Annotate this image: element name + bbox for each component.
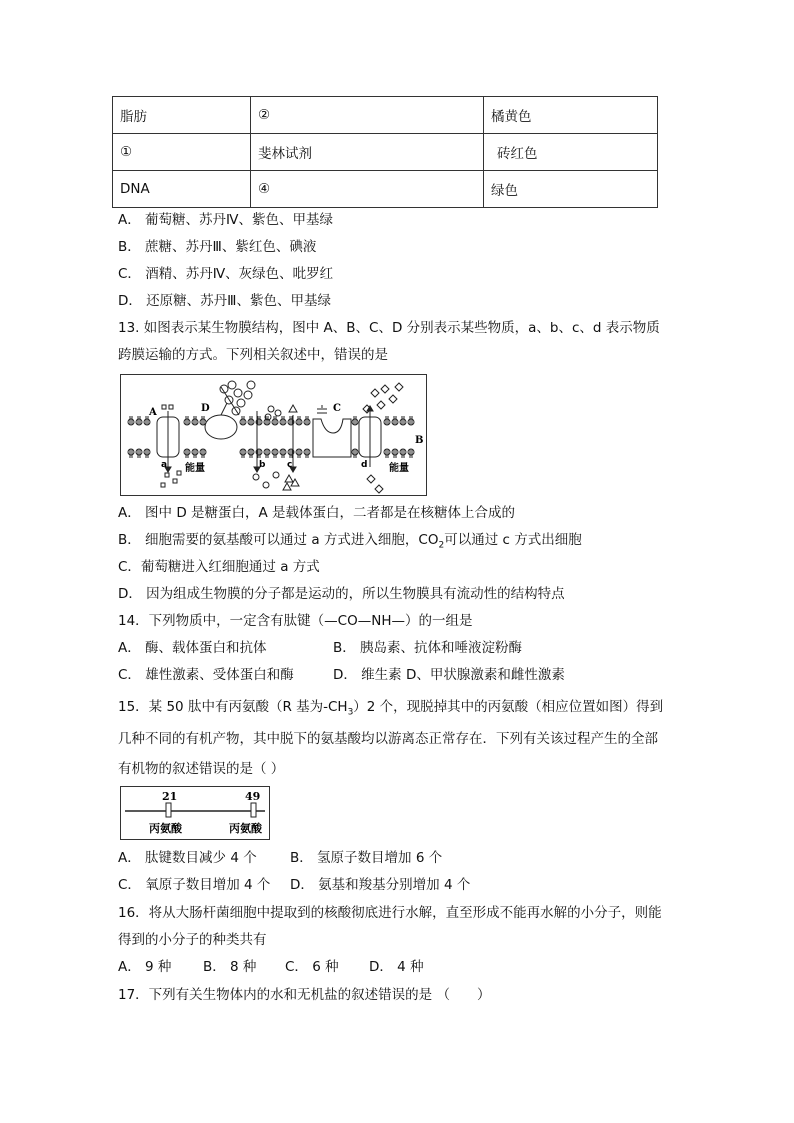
q15-option-a: A． 肽键数目减少 4 个 xyxy=(118,850,257,866)
table-cell: 斐林试剂 xyxy=(251,134,484,171)
table-cell: 橘黄色 xyxy=(484,97,658,134)
alanine-label-2: 丙氨酸 xyxy=(229,822,262,835)
label-C: C xyxy=(333,403,341,414)
q15-stem-line3: 有机物的叙述错误的是（ ） xyxy=(118,761,285,777)
label-energy-1: 能量 xyxy=(185,463,205,474)
label-b: b xyxy=(259,460,266,470)
sugar-chain xyxy=(220,381,255,415)
channel-protein-c xyxy=(313,419,351,457)
label-energy-2: 能量 xyxy=(389,463,409,474)
table-cell: DNA xyxy=(113,171,251,208)
label-D: D xyxy=(201,403,210,414)
label-B: B xyxy=(415,435,424,446)
q13-stem-line1: 13. 如图表示某生物膜结构，图中 A、B、C、D 分别表示某些物质，a、b、c、d 表示物质 xyxy=(118,320,660,336)
q17-stem: 17．下列有关生物体内的水和无机盐的叙述错误的是 （ ） xyxy=(118,987,491,1003)
q15-option-d: D． 氨基和羧基分别增加 4 个 xyxy=(290,877,471,893)
table-row xyxy=(113,171,658,208)
q12-option-d: D． 还原糖、苏丹Ⅲ、紫色、甲基绿 xyxy=(118,293,331,309)
table-cell: ④ xyxy=(251,171,484,208)
q16-option-d: D． 4 种 xyxy=(369,959,424,975)
q15-stem-line2: 几种不同的有机产物，其中脱下的氨基酸均以游离态正常存在．下列有关该过程产生的全部 xyxy=(118,731,658,747)
q16-option-b: B． 8 种 xyxy=(203,959,257,975)
q15-option-b: B． 氢原子数目增加 6 个 xyxy=(290,850,443,866)
label-A: A xyxy=(149,407,157,418)
q14-option-c: C． 雄性激素、受体蛋白和酶 xyxy=(118,667,294,683)
table-cell: 脂肪 xyxy=(113,97,251,134)
q16-stem-line2: 得到的小分子的种类共有 xyxy=(118,932,267,948)
position-49: 49 xyxy=(245,790,261,803)
table-cell: ② xyxy=(251,97,484,134)
q13-option-b: B． 细胞需要的氨基酸可以通过 a 方式进入细胞，$CO_2$可以通过 c 方式出细胞 xyxy=(118,532,582,551)
q16-option-a: A． 9 种 xyxy=(118,959,172,975)
table-cell: ① xyxy=(113,134,251,171)
alanine-label-1: 丙氨酸 xyxy=(149,822,182,835)
q12-option-a: A． 葡萄糖、苏丹Ⅳ、紫色、甲基绿 xyxy=(118,212,333,228)
table-row xyxy=(113,97,658,134)
label-c: c xyxy=(287,460,293,470)
table-row xyxy=(113,134,658,171)
membrane-diagram xyxy=(121,375,426,495)
reagent-table xyxy=(112,96,658,208)
label-d: d xyxy=(361,460,368,470)
membrane-figure xyxy=(120,374,427,496)
q14-option-d: D． 维生素 D、甲状腺激素和雌性激素 xyxy=(333,667,565,683)
q14-stem: 14．下列物质中，一定含有肽键（—CO—NH—）的一组是 xyxy=(118,613,473,629)
q12-option-c: C． 酒精、苏丹Ⅳ、灰绿色、吡罗红 xyxy=(118,266,334,282)
q16-stem-line1: 16．将从大肠杆菌细胞中提取到的核酸彻底进行水解，直至形成不能再水解的小分子，则能 xyxy=(118,905,662,921)
q13-option-d: D． 因为组成生物膜的分子都是运动的，所以生物膜具有流动性的结构特点 xyxy=(118,586,565,602)
position-21: 21 xyxy=(162,790,178,803)
q15-stem-line1: 15．某 50 肽中有丙氨酸（R 基为$-CH_3)2$ 个，现脱掉其中的丙氨酸（相应位置如图）得到 xyxy=(118,699,664,718)
q13-option-c: C．葡萄糖进入红细胞通过 a 方式 xyxy=(118,559,320,575)
peptide-diagram xyxy=(121,787,269,839)
label-a: a xyxy=(161,460,168,470)
q16-option-c: C． 6 种 xyxy=(285,959,339,975)
table-cell: 砖红色 xyxy=(484,134,658,171)
q15-option-c: C． 氧原子数目增加 4 个 xyxy=(118,877,271,893)
glycoprotein-d xyxy=(205,415,237,439)
q14-option-a: A． 酶、载体蛋白和抗体 xyxy=(118,640,267,656)
q12-option-b: B． 蔗糖、苏丹Ⅲ、紫红色、碘液 xyxy=(118,239,317,255)
q13-stem-line2: 跨膜运输的方式。下列相关叙述中，错误的是 xyxy=(118,347,388,363)
q13-option-a: A． 图中 D 是糖蛋白，A 是载体蛋白，二者都是在核糖体上合成的 xyxy=(118,505,516,521)
table-cell: 绿色 xyxy=(484,171,658,208)
q14-option-b: B． 胰岛素、抗体和唾液淀粉酶 xyxy=(333,640,523,656)
peptide-figure xyxy=(120,786,270,840)
